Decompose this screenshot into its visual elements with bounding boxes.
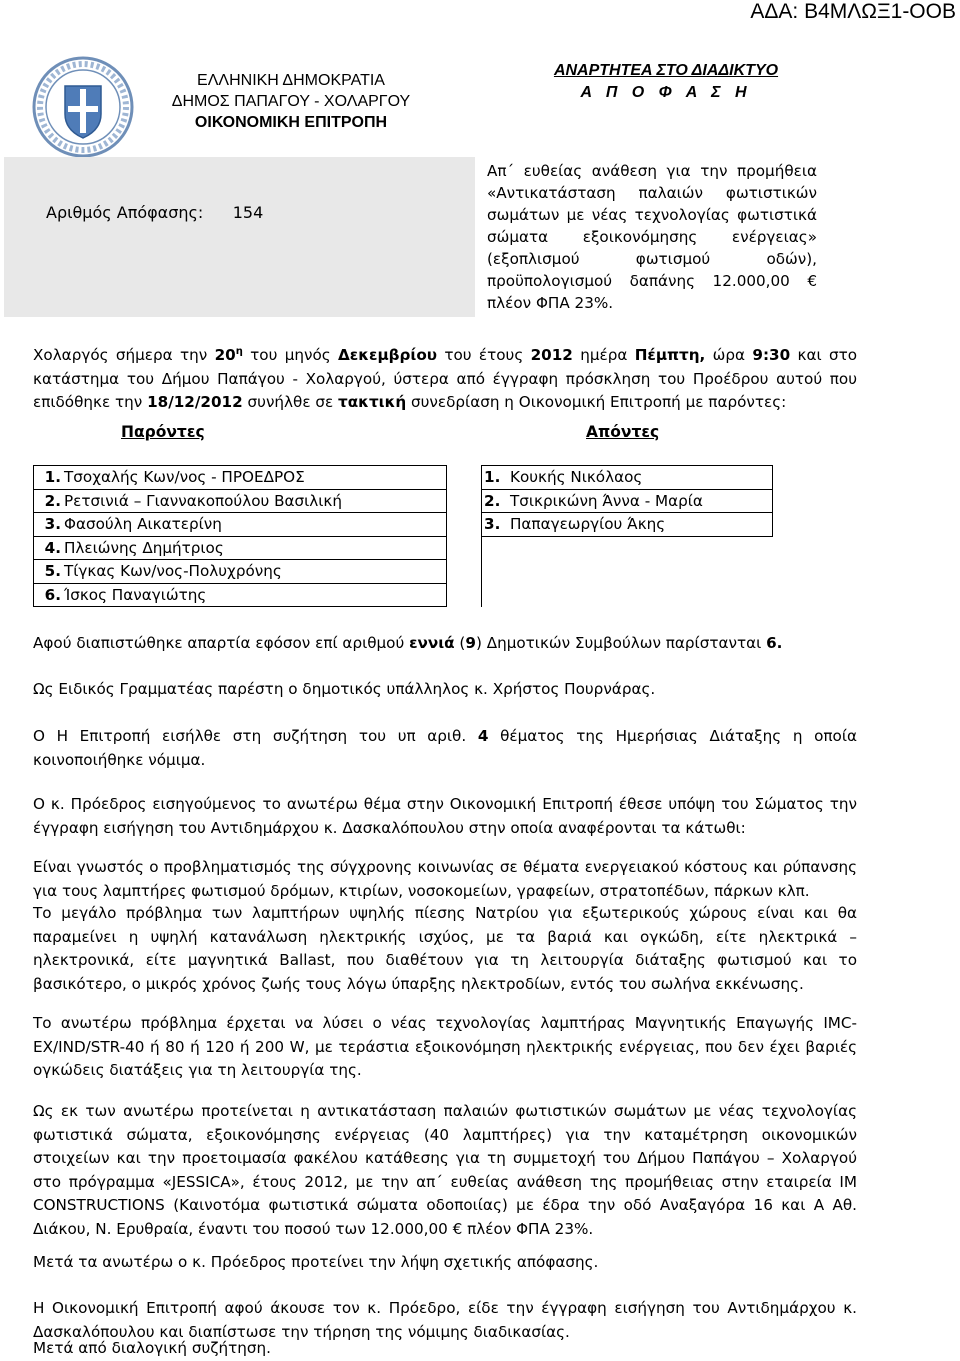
body-paragraph-3: Το ανωτέρω πρόβλημα έρχεται να λύσει ο νέας τεχνολογίας λαμπτήρας Μαγνητικής Επαγωγής IMC-EX/IND/STR-40 ή 80 ή 120 ή 200 W, με τεράστια εξοικονόμηση ηλεκτρικής ενέργειας, που δεν έχει βαριές ογκώδεις διατάξεις για τη λειτουργία της. [33, 1014, 857, 1079]
present-member-name: Ίσκος Παναγιώτης [62, 583, 447, 607]
absent-member-name [508, 536, 773, 560]
absent-member-name: Τσικρικώνη Άννα - Μαρία [508, 489, 773, 513]
table-spacer [447, 466, 482, 490]
quorum-text: Αφού διαπιστώθηκε απαρτία εφόσον επί αριθμού [33, 634, 410, 652]
present-member-name: Τσοχαλής Κων/νος - ΠΡΟΕΔΡΟΣ [62, 466, 447, 490]
greek-republic-emblem-icon [32, 56, 134, 158]
present-count: 6. [766, 634, 783, 652]
publish-online-label: ΑΝΑΡΤΗΤΕΑ ΣΤΟ ΔΙΑΔΙΚΤΥΟ [553, 62, 779, 79]
quorum-statement [33, 632, 857, 656]
present-member-number: 3. [34, 513, 63, 537]
present-member-number: 6. [34, 583, 63, 607]
document-type-header [500, 60, 832, 104]
intro-text: Χολαργός σήμερα την [33, 346, 215, 365]
intro-text: του έτους [437, 346, 531, 365]
body-paragraph-6: Η Οικονομική Επιτροπή αφού άκουσε τον κ. Πρόεδρο, είδε την έγγραφη εισήγηση του Αντιδημάρχου κ. Δασκαλόπουλου και διαπίστωσε την τήρηση της νόμιμης διαδικασίας. [33, 1299, 857, 1341]
municipality-name: ΔΗΜΟΣ ΠΑΠΑΓΟΥ - ΧΟΛΑΡΓΟΥ [171, 93, 411, 110]
attendance-table [33, 465, 773, 607]
session-type: τακτική [338, 393, 407, 412]
body-paragraph-4: Ως εκ των ανωτέρω προτείνεται η αντικατάσταση παλαιών φωτιστικών σωμάτων με νέας τεχνολογίας φωτιστικά σώματα, εξοικονόμησης ενέργειας (40 λαμπτήρες) για την καταμέτρηση οικονομικών στοιχείων και την προετοιμασία φακέλου κατάθεσης για τη συμμετοχή του Δήμου Παπάγου – Χολαργού στο πρόγραμμα «JESSICA», έτους 2012, με την απ΄ ευθείας ανάθεση της προμήθειας στην εταιρεία IM CONSTRUCTIONS (Καινοτόμα φωτιστικά σώματα οδοποιίας) με έδρα την οδό Αναξαγόρα 16 και Α Αθ. Διάκου, Ν. Ερυθραία, έναντι του ποσού των 12.000,00 € πλέον ΦΠΑ 23%. [33, 1102, 857, 1238]
absent-member-name: Κουκής Νικόλαος [508, 466, 773, 490]
meeting-time: 9:30 [752, 346, 791, 365]
absent-member-name [508, 560, 773, 584]
agenda-text: θέματος της Ημερήσιας Διάταξης η οποία κοινοποιήθηκε νόμιμα. [33, 727, 857, 769]
intro-text: ημέρα [572, 346, 635, 365]
absent-heading: Απόντες [586, 423, 660, 441]
meeting-weekday: Πέμπτη, [634, 346, 706, 365]
attendance-row [34, 489, 773, 513]
intro-text: του μηνός [242, 346, 339, 365]
agenda-item-number: 4 [477, 727, 489, 745]
present-member-number: 2. [34, 489, 63, 513]
decision-number-box [4, 157, 475, 317]
committee-name: ΟΙΚΟΝΟΜΙΚΗ ΕΠΙΤΡΟΠΗ [194, 114, 388, 131]
table-spacer [447, 536, 482, 560]
president-introduction: Ο κ. Πρόεδρος εισηγούμενος το ανωτέρω θέμα στην Οικονομική Επιτροπή έθεσε υπόψη του Σώματος την έγγραφη εισήγηση του Αντιδημάρχου κ. Δασκαλόπουλου στην οποία αναφέρονται τα κάτωθι: [33, 795, 857, 837]
absent-member-name: Παπαγεωργίου Άκης [508, 513, 773, 537]
absent-member-number [482, 560, 509, 584]
meeting-day: 20 [214, 346, 236, 365]
quorum-text: ) Δημοτικών Συμβούλων παρίστανται [475, 634, 767, 652]
attendance-row [34, 560, 773, 584]
intro-text: και στο κατάστημα του Δήμου Παπάγου - Χολαργού, ύστερα από έγγραφη πρόσκληση του Προέδρου αυτού που επιδόθηκε την [33, 346, 858, 412]
attendance-row [34, 513, 773, 537]
meeting-day-suffix: η [235, 346, 243, 357]
present-member-name: Πλειώνης Δημήτριος [62, 536, 447, 560]
decision-number-label: Αριθμός Απόφασης: [46, 203, 204, 222]
meeting-month: Δεκεμβρίου [338, 346, 438, 365]
member-count-word: εννιά [409, 634, 455, 652]
agenda-statement [33, 725, 857, 772]
body-paragraph-2: Το μεγάλο πρόβλημα των λαμπτήρων υψηλής πίεσης Νατρίου για εξωτερικούς χώρους είναι και θα παραμείνει η υψηλή κατανάλωση ηλεκτρικής ισχύος, με τα βαριά και ογκώδη, είτε ηλεκτρικά – ηλεκτρονικά, είτε μαγνητικά Ballast, που διαθέτουν για τη λειτουργία διάταξης φωτισμού και το βασικότερο, ο μικρός χρόνος ζωής τους λόγω ύπαρξης ηλεκτροδίων, εντός του σωλήνα εκκένωσης. [33, 904, 857, 993]
attendance-row [34, 536, 773, 560]
present-member-name: Φασούλη Αικατερίνη [62, 513, 447, 537]
intro-text: συνεδρίαση η Οικονομική Επιτροπή με παρόντες: [406, 393, 787, 412]
present-member-number: 1. [34, 466, 63, 490]
meeting-year: 2012 [530, 346, 573, 365]
table-spacer [447, 560, 482, 584]
present-heading: Παρόντες [121, 423, 205, 441]
present-member-number: 4. [34, 536, 63, 560]
table-spacer [447, 489, 482, 513]
absent-member-number: 1. [482, 466, 509, 490]
issuer-header [160, 70, 422, 133]
decision-title: Α Π Ο Φ Α Σ Η [580, 84, 752, 101]
country-name: ΕΛΛΗΝΙΚΗ ΔΗΜΟΚΡΑΤΙΑ [197, 72, 385, 89]
table-spacer [447, 583, 482, 607]
intro-text: ώρα [705, 346, 753, 365]
decision-number [46, 203, 263, 222]
secretary-statement: Ως Ειδικός Γραμματέας παρέστη ο δημοτικός υπάλληλος κ. Χρήστος Πουρνάρας. [33, 680, 656, 698]
body-paragraph-5: Μετά τα ανωτέρω ο κ. Πρόεδρος προτείνει την λήψη σχετικής απόφασης. [33, 1253, 599, 1271]
table-spacer [447, 513, 482, 537]
absent-member-number [482, 583, 509, 607]
attendance-row [34, 466, 773, 490]
present-member-number: 5. [34, 560, 63, 584]
ada-code: ΑΔΑ: Β4ΜΛΩΞ1-ΟΟΒ [750, 0, 956, 23]
absent-member-number: 3. [482, 513, 509, 537]
agenda-text: Ο Η Επιτροπή εισήλθε στη συζήτηση του υπ αριθ. [33, 727, 478, 745]
body-paragraph-7: Μετά από διαλογική συζήτηση. [33, 1339, 271, 1357]
present-member-name: Ρετσινιά – Γιαννακοπούλου Βασιλική [62, 489, 447, 513]
attendance-row [34, 583, 773, 607]
quorum-text: ( [454, 634, 466, 652]
member-count-number: 9 [465, 634, 476, 652]
present-member-name: Τίγκας Κων/νος-Πολυχρόνης [62, 560, 447, 584]
intro-text: συνήλθε σε [242, 393, 339, 412]
body-paragraph-1: Είναι γνωστός ο προβληματισμός της σύγχρονης κοινωνίας σε θέματα ενεργειακού κόστους και ρύπανσης για τους λαμπτήρες φωτισμού δρόμων, κτιρίων, νοσοκομείων, γραφείων, στρατοπέδων, πάρκων κλπ. [33, 858, 857, 900]
absent-member-name [508, 583, 773, 607]
invitation-date: 18/12/2012 [147, 393, 243, 412]
absent-member-number: 2. [482, 489, 509, 513]
decision-number-value: 154 [232, 203, 264, 222]
absent-member-number [482, 536, 509, 560]
meeting-intro [33, 340, 857, 415]
decision-subject: Απ΄ ευθείας ανάθεση για την προμήθεια «Αντικατάσταση παλαιών φωτιστικών σωμάτων με νέας τεχνολογίας φωτιστικά σώματα εξοικονόμησης ενέργειας» (εξοπλισμού φωτισμού οδών), προϋπολογισμού δαπάνης 12.000,00 € πλέον ΦΠΑ 23%. [487, 162, 817, 312]
